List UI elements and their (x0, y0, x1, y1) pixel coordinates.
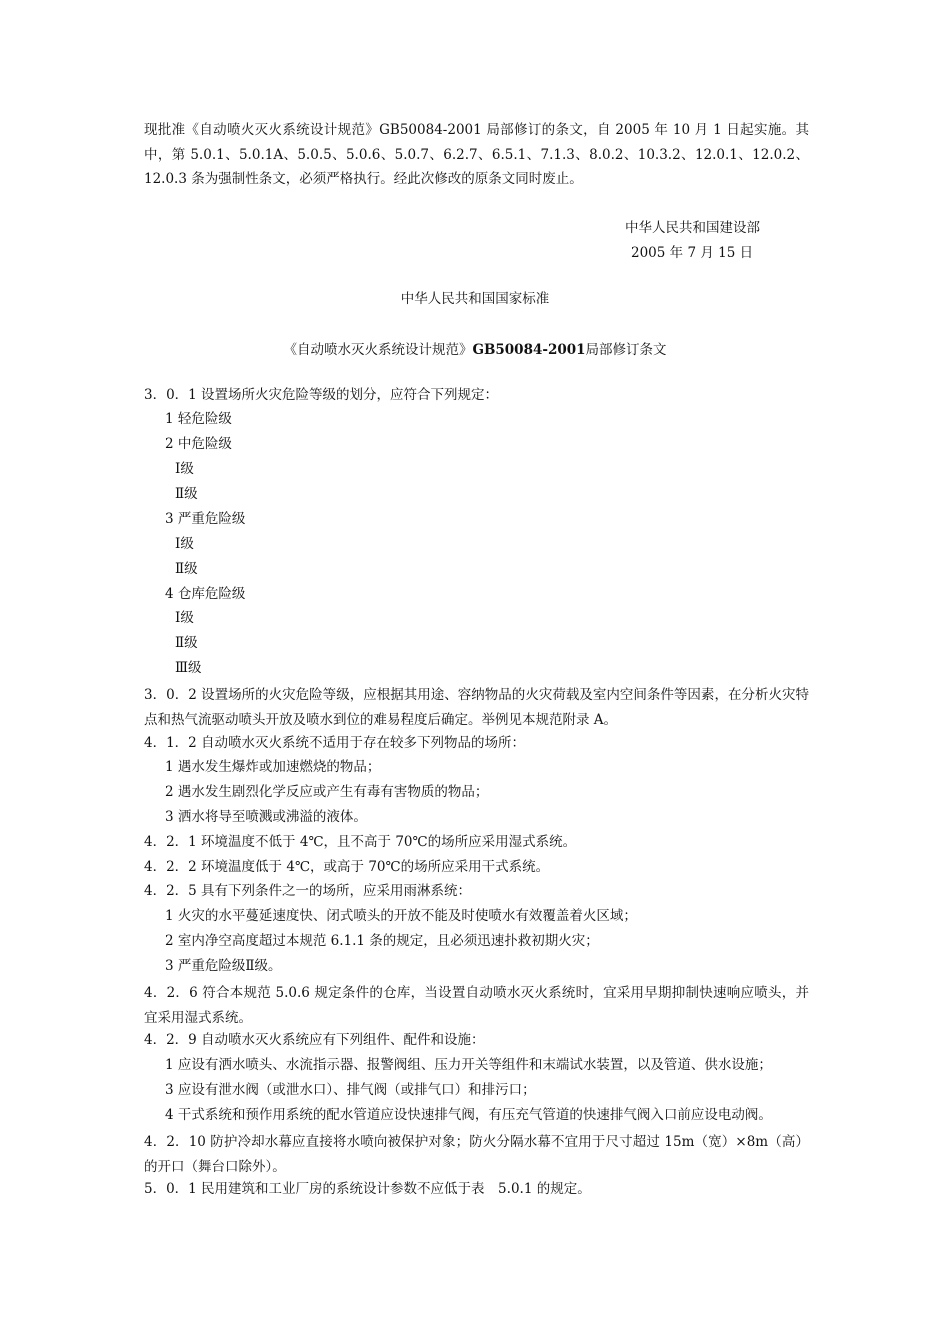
list-item: 1 轻危险级 (165, 411, 232, 427)
preamble-paragraph: 现批准《自动喷火灭火系统设计规范》GB50084-2001 局部修订的条文，自 2005 年 10 月 1 日起实施。其中，第 5.0.1、5.0.1A、5.0.5、5.0.6、5.0.7、6.2.7、6.5.1、7.1.3、8.0.2、10.3.2、12.0.1、12.0.2、12.0.3 条为强制性条文，必须严格执行。经此次修改的原条文同时废止。 (144, 122, 809, 187)
list-item: Ⅰ级 (175, 461, 194, 477)
list-item: 1 遇水发生爆炸或加速燃烧的物品； (165, 759, 381, 775)
issue-date: 2005 年 7 月 15 日 (631, 245, 754, 261)
list-item: 3 严重危险级 (165, 511, 246, 527)
clause-4-2-10: 4．2．10 防护冷却水幕应直接将水喷向被保护对象；防火分隔水幕不宜用于尺寸超过 15m（宽）×8m（高）的开口（舞台口除外）。 (144, 1134, 809, 1175)
list-item: 2 遇水发生剧烈化学反应或产生有毒有害物质的物品； (165, 784, 489, 800)
clause-3-0-1: 3．0．1 设置场所火灾危险等级的划分，应符合下列规定： (144, 387, 499, 403)
list-item: Ⅱ级 (175, 561, 198, 577)
clause-4-2-5: 4．2．5 具有下列条件之一的场所，应采用雨淋系统： (144, 883, 472, 899)
list-item: 1 应设有洒水喷头、水流指示器、报警阀组、压力开关等组件和末端试水装置，以及管道、供水设施； (165, 1057, 772, 1073)
list-item: Ⅲ级 (175, 660, 202, 676)
list-item: Ⅰ级 (175, 536, 194, 552)
list-item: 2 室内净空高度超过本规范 6.1.1 条的规定，且必须迅速扑救初期火灾； (165, 933, 599, 949)
clause-4-1-2: 4．1．2 自动喷水灭火系统不适用于存在较多下列物品的场所： (144, 735, 526, 751)
list-item: 3 洒水将导至喷溅或沸溢的液体。 (165, 809, 367, 825)
list-item: 2 中危险级 (165, 436, 232, 452)
clause-4-2-1: 4．2．1 环境温度不低于 4℃，且不高于 70℃的场所应采用湿式系统。 (144, 834, 577, 850)
list-item: 4 干式系统和预作用系统的配水管道应设快速排气阀，有压充气管道的快速排气阀入口前应设电动阀。 (165, 1107, 772, 1123)
subtitle-suffix: 局部修订条文 (585, 342, 667, 358)
subtitle-code: GB50084-2001 (472, 342, 586, 358)
document-subtitle (0, 340, 950, 360)
list-item: 1 火灾的水平蔓延速度快、闭式喷头的开放不能及时使喷水有效覆盖着火区域； (165, 908, 637, 924)
list-item: Ⅱ级 (175, 635, 198, 651)
list-item: 4 仓库危险级 (165, 586, 246, 602)
list-item: 3 严重危险级Ⅱ级。 (165, 958, 282, 974)
clause-4-2-2: 4．2．2 环境温度低于 4℃，或高于 70℃的场所应采用干式系统。 (144, 859, 550, 875)
clause-5-0-1: 5．0．1 民用建筑和工业厂房的系统设计参数不应低于表 5.0.1 的规定。 (144, 1181, 591, 1197)
clause-4-2-9: 4．2．9 自动喷水灭火系统应有下列组件、配件和设施： (144, 1032, 485, 1048)
subtitle-title: 《自动喷水灭火系统设计规范》 (283, 342, 473, 358)
list-item: Ⅰ级 (175, 610, 194, 626)
standard-heading: 中华人民共和国国家标准 (400, 291, 550, 307)
list-item: 3 应设有泄水阀（或泄水口）、排气阀（或排气口）和排污口； (165, 1082, 536, 1098)
clause-4-2-6: 4．2．6 符合本规范 5.0.6 规定条件的仓库，当设置自动喷水灭火系统时，宜采用早期抑制快速响应喷头，并宜采用湿式系统。 (144, 985, 809, 1026)
clause-3-0-2: 3．0．2 设置场所的火灾危险等级，应根据其用途、容纳物品的火灾荷载及室内空间条件等因素，在分析火灾特点和热气流驱动喷头开放及喷水到位的难易程度后确定。举例见本规范附录 A。 (144, 687, 809, 728)
issuing-authority: 中华人民共和国建设部 (625, 220, 760, 236)
list-item: Ⅱ级 (175, 486, 198, 502)
